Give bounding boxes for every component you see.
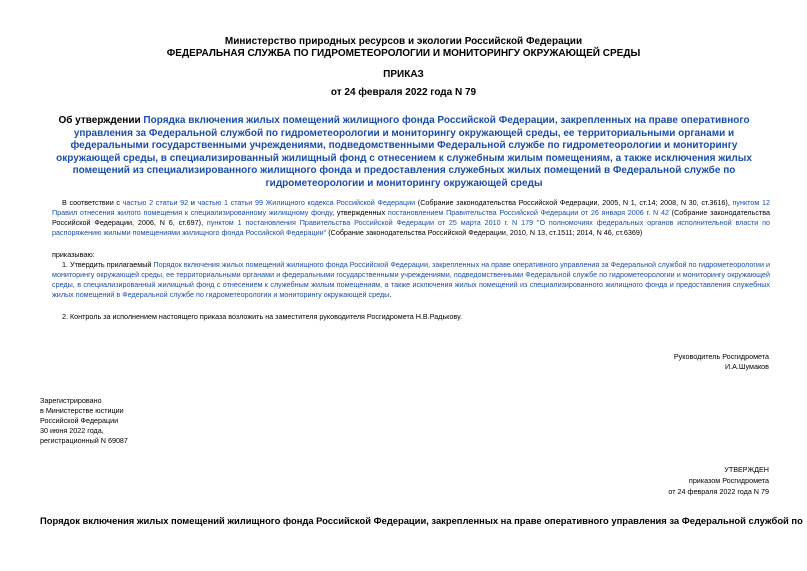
item-1-text: 1. Утвердить прилагаемый <box>62 260 154 269</box>
title-prefix: Об утверждении <box>58 115 144 126</box>
preamble-link-3[interactable]: пунктом 12 Правил отнесения жилого помещения к специализированному жилищному фонду <box>52 198 770 217</box>
ministry-name: Министерство природных ресурсов и экологии Российской Федерации <box>224 36 583 47</box>
preamble-text-2: и <box>188 198 198 207</box>
order-date: от 24 февраля 2022 года N 79 <box>330 87 477 98</box>
item-1-link[interactable]: Порядок включения жилых помещений жилищного фонда Российской Федерации, закрепленных на праве оперативного управления за Федеральной службой по гидрометеорологии и мониторингу окружающей среды, ее территориальными органами и федеральными государственными учреждениями, подведомственными Федеральной службе по гидрометеорологии и мониторингу окружающей среды, в специализированный жилищный фонд с отнесением к служебным жилым помещениям, а также исключения жилых помещений из специализированного жилищного фонда и предоставления служебных жилых помещений в Федеральной службе по гидрометеорологии и мониторингу окружающей среды <box>52 260 770 299</box>
approval-line-2: приказом Росгидромета <box>688 476 769 485</box>
document-title <box>40 115 768 190</box>
approval-line-3: от 24 февраля 2022 года N 79 <box>668 487 769 496</box>
preamble-paragraph <box>52 198 770 238</box>
orders-word: приказываю: <box>52 250 95 259</box>
order-type: ПРИКАЗ <box>383 69 424 80</box>
preamble-link-2[interactable]: частью 1 статьи 99 Жилищного кодекса Российской Федерации <box>197 198 416 207</box>
signature-position: Руководитель Росгидромета <box>673 352 769 361</box>
preamble-text-1: В соответствии с <box>62 198 123 207</box>
item-1-end: . <box>389 290 392 299</box>
preamble-text-5: (Собрание законодательства Российской Федерации, 2006, N 6, ст.697), <box>52 208 770 227</box>
item-1-paragraph <box>52 260 770 300</box>
registration-line-1: Зарегистрировано <box>40 396 102 405</box>
preamble-link-4[interactable]: постановлением Правительства Российской Федерации от 26 января 2006 г. N 42 <box>387 208 669 217</box>
preamble-text-4: , утвержденных <box>332 208 388 217</box>
annex-title: Порядок включения жилых помещений жилищного фонда Российской Федерации, закрепленных на праве оперативного управления за Федеральной службой по <box>40 515 803 526</box>
preamble-text-3: (Собрание законодательства Российской Федерации, 2005, N 1, ст.14; 2008, N 30, ст.3616), <box>415 198 733 207</box>
registration-line-2: в Министерстве юстиции <box>40 406 124 415</box>
service-name: ФЕДЕРАЛЬНАЯ СЛУЖБА ПО ГИДРОМЕТЕОРОЛОГИИ И МОНИТОРИНГУ ОКРУЖАЮЩЕЙ СРЕДЫ <box>166 48 641 59</box>
title-link[interactable]: Порядка включения жилых помещений жилищного фонда Российской Федерации, закрепленных на праве оперативного управления за Федеральной службой по гидрометеорологии и мониторингу окружающей среды, ее территориальными органами и федеральными государственными учреждениями, подведомственными Федеральной службе по гидрометеорологии и мониторингу окружающей среды, в специализированный жилищный фонд с отнесением к служебным жилым помещениям, а также исключения жилых помещений из специализированного жилищного фонда и предоставления служебных жилых помещений в Федеральной службе по гидрометеорологии и мониторингу окружающей среды <box>56 115 752 189</box>
approval-line-1: УТВЕРЖДЕН <box>724 465 769 474</box>
registration-line-3: Российской Федерации <box>40 416 119 425</box>
signature-name: И.А.Шумаков <box>724 362 769 371</box>
item-2-paragraph: 2. Контроль за исполнением настоящего приказа возложить на заместителя руководителя Росгидромета Н.В.Радькову. <box>62 312 462 321</box>
preamble-text-6: (Собрание законодательства Российской Федерации, 2010, N 13, ст.1511; 2014, N 46, ст.6369) <box>326 228 643 237</box>
registration-line-5: регистрационный N 69087 <box>40 436 128 445</box>
preamble-link-1[interactable]: частью 2 статьи 92 <box>122 198 189 207</box>
preamble-link-5[interactable]: пунктом 1 постановления Правительства Российской Федерации от 25 марта 2010 г. N 179 "О полномочиях федеральных органов исполнительной власти по распоряжению жилыми помещениями жилищного фонда Российской Федерации" <box>52 218 770 237</box>
registration-line-4: 30 июня 2022 года, <box>40 426 104 435</box>
